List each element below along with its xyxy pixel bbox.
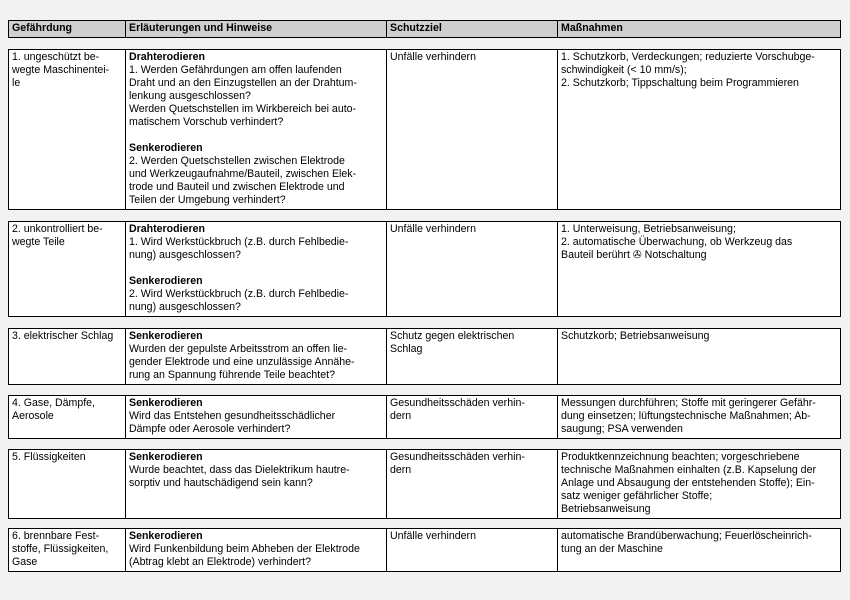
measure-line: satz weniger gefährlicher Stoffe; [561, 490, 713, 502]
goal-line: dern [390, 464, 412, 476]
measure-line: 2. Schutzkorb; Tippschaltung beim Programmieren [561, 77, 799, 89]
measure-line: schwindigkeit (< 10 mm/s); [561, 64, 687, 76]
explanation-line: trode und Bauteil und zwischen Elektrode und [129, 181, 345, 193]
explanation-cell [126, 222, 387, 317]
protection-goal-cell [387, 222, 558, 317]
measure-line: 1. Schutzkorb, Verdeckungen; reduzierte Vorschubge- [561, 51, 815, 63]
section-title: Drahterodieren [129, 223, 205, 235]
explanation-cell [126, 396, 387, 439]
hazard-table-1 [8, 49, 841, 210]
goal-line: Schlag [390, 343, 423, 355]
hazard-table-3 [8, 328, 841, 385]
measures-cell [558, 450, 841, 519]
measures-cell [558, 50, 841, 210]
explanation-line: rung an Spannung führende Teile beachtet? [129, 369, 335, 381]
section-spacer [129, 262, 383, 275]
goal-line: Gesundheitsschäden verhin- [390, 397, 525, 409]
header-table [8, 20, 841, 38]
measures-cell [558, 529, 841, 572]
measure-line: tung an der Maschine [561, 543, 663, 555]
table-row [9, 529, 841, 572]
hazard-table-6 [8, 528, 841, 572]
explanation-line: matischem Vorschub verhindert? [129, 116, 284, 128]
measures-cell [558, 329, 841, 385]
hazard-line: 3. elektrischer Schlag [12, 330, 114, 342]
goal-line: Gesundheitsschäden verhin- [390, 451, 525, 463]
hazard-table-4 [8, 395, 841, 439]
hazard-cell [9, 396, 126, 439]
section-title: Senkerodieren [129, 530, 203, 542]
hazard-line: Aerosole [12, 410, 54, 422]
measure-line: Schutzkorb; Betriebsanweisung [561, 330, 710, 342]
hazard-line: 5. Flüssigkeiten [12, 451, 86, 463]
hazard-table-5 [8, 449, 841, 519]
section-spacer [129, 129, 383, 142]
section-title: Senkerodieren [129, 275, 203, 287]
explanation-cell [126, 450, 387, 519]
header-hazard: Gefährdung [9, 21, 126, 38]
section-title: Drahterodieren [129, 51, 205, 63]
explanation-line: Draht und an den Einzugstellen an der Drahtum- [129, 77, 357, 89]
hazard-line: stoffe, Flüssigkeiten, [12, 543, 109, 555]
protection-goal-cell [387, 329, 558, 385]
hazard-cell [9, 50, 126, 210]
protection-goal-cell [387, 50, 558, 210]
goal-line: Schutz gegen elektrischen [390, 330, 515, 342]
explanation-line: 2. Wird Werkstückbruch (z.B. durch Fehlbedie- [129, 288, 349, 300]
goal-line: Unfälle verhindern [390, 51, 476, 63]
header-explanations: Erläuterungen und Hinweise [126, 21, 387, 38]
explanation-line: Wurde beachtet, dass das Dielektrikum hautre- [129, 464, 350, 476]
explanation-cell [126, 329, 387, 385]
protection-goal-cell [387, 529, 558, 572]
measure-line: Produktkennzeichnung beachten; vorgeschriebene [561, 451, 800, 463]
table-row [9, 50, 841, 210]
hazard-cell [9, 329, 126, 385]
measure-line: dung einsetzen; lüftungstechnische Maßnahmen; Ab- [561, 410, 811, 422]
explanation-line: Wurden der gepulste Arbeitsstrom an offen lie- [129, 343, 348, 355]
explanation-line: Wird Funkenbildung beim Abheben der Elektrode [129, 543, 360, 555]
section-title: Senkerodieren [129, 397, 203, 409]
section-title: Senkerodieren [129, 451, 203, 463]
measure-line: Betriebsanweisung [561, 503, 651, 515]
hazard-line: 2. unkontrolliert be- [12, 223, 103, 235]
hazard-line: 4. Gase, Dämpfe, [12, 397, 96, 409]
hazard-cell [9, 450, 126, 519]
measure-line: Anlage und Absaugung der entstehenden Stoffe); Ein- [561, 477, 815, 489]
measure-line: 2. automatische Überwachung, ob Werkzeug das [561, 236, 793, 248]
hazard-table-2 [8, 221, 841, 317]
explanation-line: Wird das Entstehen gesundheitsschädlicher [129, 410, 336, 422]
explanation-line: nung) ausgeschlossen? [129, 249, 241, 261]
goal-line: dern [390, 410, 412, 422]
hazard-line: wegte Teile [12, 236, 65, 248]
header-row [9, 21, 841, 38]
measure-line: saugung; PSA verwenden [561, 423, 683, 435]
explanation-line: gender Elektrode und eine unzulässige Annähe- [129, 356, 355, 368]
measure-line: 1. Unterweisung, Betriebsanweisung; [561, 223, 736, 235]
explanation-line: 1. Wird Werkstückbruch (z.B. durch Fehlbedie- [129, 236, 349, 248]
protection-goal-cell [387, 450, 558, 519]
header-protection-goal: Schutzziel [387, 21, 558, 38]
explanation-line: 2. Werden Quetschstellen zwischen Elektrode [129, 155, 345, 167]
explanation-line: Dämpfe oder Aerosole verhindert? [129, 423, 291, 435]
measure-line: technische Maßnahmen einhalten (z.B. Kapselung der [561, 464, 816, 476]
protection-goal-cell [387, 396, 558, 439]
hazard-line: 1. ungeschützt be- [12, 51, 100, 63]
measures-cell [558, 222, 841, 317]
hazard-line: 6. brennbare Fest- [12, 530, 100, 542]
measures-cell [558, 396, 841, 439]
measure-line: automatische Brandüberwachung; Feuerlöscheinrich- [561, 530, 812, 542]
explanation-line: lenkung ausgeschlossen? [129, 90, 251, 102]
explanation-line: Werden Quetschstellen im Wirkbereich bei auto- [129, 103, 357, 115]
explanation-line: nung) ausgeschlossen? [129, 301, 241, 313]
explanation-line: sorptiv und hautschädigend sein kann? [129, 477, 313, 489]
hazard-line: le [12, 77, 21, 89]
explanation-cell [126, 50, 387, 210]
hazard-cell [9, 529, 126, 572]
hazard-line: Gase [12, 556, 38, 568]
header-measures: Maßnahmen [558, 21, 841, 38]
explanation-line: und Werkzeugaufnahme/Bauteil, zwischen Elek- [129, 168, 357, 180]
section-title: Senkerodieren [129, 142, 203, 154]
section-title: Senkerodieren [129, 330, 203, 342]
explanation-line: 1. Werden Gefährdungen am offen laufenden [129, 64, 342, 76]
goal-line: Unfälle verhindern [390, 223, 476, 235]
measure-line: Bauteil berührt ✇ Notschaltung [561, 249, 707, 261]
measure-line: Messungen durchführen; Stoffe mit geringerer Gefähr- [561, 397, 816, 409]
table-row [9, 222, 841, 317]
hazard-cell [9, 222, 126, 317]
table-row [9, 396, 841, 439]
hazard-line: wegte Maschinentei- [12, 64, 110, 76]
explanation-line: (Abtrag klebt an Elektrode) verhindert? [129, 556, 311, 568]
explanation-cell [126, 529, 387, 572]
explanation-line: Teilen der Umgebung verhindert? [129, 194, 286, 206]
table-row [9, 450, 841, 519]
goal-line: Unfälle verhindern [390, 530, 476, 542]
table-row [9, 329, 841, 385]
